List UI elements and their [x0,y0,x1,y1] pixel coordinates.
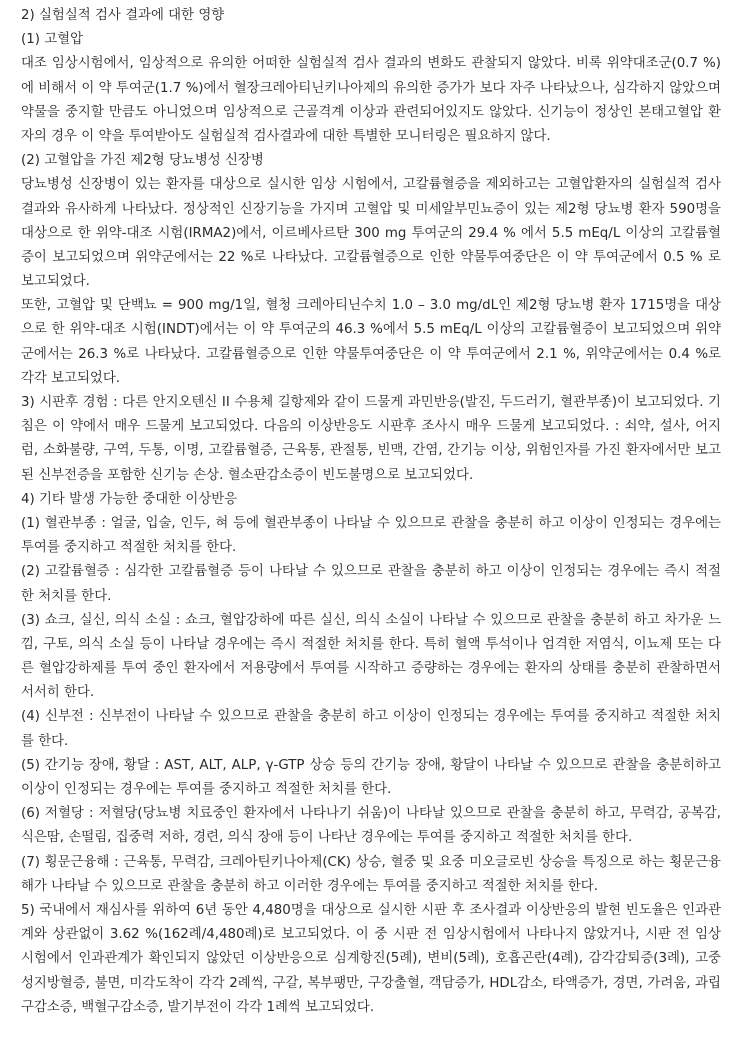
text-line: 해가 나타날 수 있으므로 관찰을 충분히 하고 이러한 경우에는 투여를 중지하고 적절한 처치를 한다. [21,878,599,894]
text-line: 침은 이 약에서 매우 드물게 보고되었다. 다음의 이상반응도 시판후 조사시 매우 드물게 보고되었다. : 쇠약, 설사, 어지 [21,419,721,435]
text-line: 시험에서 인과관계가 확인되지 않았던 이상반응으로 심계항진(5례), 변비(5례), 호흡곤란(4례), 감각감퇴증(3례), 고중 [21,951,721,967]
text-line: (1) 고혈압 [21,32,84,48]
text-line: (2) 고칼륨혈증 : 심각한 고칼륨혈증 등이 나타날 수 있으므로 관찰을 충분히 하고 이상이 인정되는 경우에는 즉시 적절 [21,564,721,580]
text-line: 보고되었다. [21,274,90,290]
text-line: (2) 고혈압을 가진 제2형 당뇨병성 신장병 [21,153,264,169]
text-line: 이상이 인정되는 경우에는 투여를 중지하고 적절한 처치를 한다. [21,782,392,797]
text-line: 증이 보고되었으며 위약군에서는 22 %로 나타났다. 고칼륨혈증으로 인한 약물투여중단은 이 약 투여군에서 0.5 % 로 [21,249,721,265]
text-line: 군에서는 26.3 %로 나타났다. 고칼륨혈증으로 인한 약물투여중단은 이 약 투여군에서 2.1 %, 위약군에서는 0.4 %로 [21,346,721,362]
text-line: (1) 혈관부종 : 얼굴, 입술, 인두, 혀 등에 혈관부종이 나타날 수 있으므로 관찰을 충분히 하고 이상이 인정되는 경우에는 [21,515,721,531]
text-line: 낌, 구토, 의식 소실 등이 나타날 경우에는 즉시 적절한 처치를 한다. 특히 혈액 투석이나 엄격한 저염식, 이뇨제 또는 다 [21,636,721,652]
text-line: 대상으로 한 위약-대조 시험(IRMA2)에서, 이르베사르탄 300 mg 투여군의 29.4 % 에서 5.5 mEq/L 이상의 고칼륨혈 [21,225,721,241]
text-line: 4) 기타 발생 가능한 중대한 이상반응 [21,491,238,507]
text-line: 서서히 한다. [21,685,95,701]
text-line: (5) 간기능 장애, 황달 : AST, ALT, ALP, γ-GTP 상승 등의 간기능 장애, 황달이 나타날 수 있으므로 관찰을 충분히하고 [21,757,721,773]
text-line: 자의 경우 이 약을 투여받아도 실험실적 검사결과에 대한 특별한 모니터링은 필요하지 않다. [21,128,551,144]
text-line: 에 비해서 이 약 투여군(1.7 %)에서 혈장크레아티닌키나아제의 유의한 증가가 보다 자주 나타났으나, 심각하지 않았으며 [21,80,721,96]
text-line: 3) 시판후 경험 : 다른 안지오텐신 II 수용체 길항제와 같이 드물게 과민반응(발진, 두드러기, 혈관부종)이 보고되었다. 기 [21,395,721,410]
text-line: (4) 신부전 : 신부전이 나타날 수 있으므로 관찰을 충분히 하고 이상이 인정되는 경우에는 투여를 중지하고 적절한 처치 [21,709,721,725]
text-line: (3) 쇼크, 실신, 의식 소실 : 쇼크, 혈압강하에 따른 실신, 의식 소실이 나타날 수 있으므로 관찰을 충분히 하고 차가운 느 [21,612,721,628]
text-line: 으로 한 위약-대조 시험(INDT)에서는 이 약 투여군의 46.3 %에서 5.5 mEq/L 이상의 고칼륨혈증이 보고되었으며 위약 [21,322,721,338]
text-line: 된 신부전증을 포함한 신기능 손상. 혈소판감소증이 빈도불명으로 보고되었다. [21,467,474,483]
text-line: 식은땀, 손떨림, 집중력 저하, 경련, 의식 장애 등이 나타난 경우에는 투여를 중지하고 적절한 처치를 한다. [21,830,633,846]
text-line: 럼, 소화불량, 구역, 두통, 이명, 고칼륨혈증, 근육통, 관절통, 빈맥, 간염, 간기능 이상, 위험인자를 가진 환자에서만 보고 [21,443,721,459]
text-line: 5) 국내에서 재심사를 위하여 6년 동안 4,480명을 대상으로 실시한 시판 후 조사결과 이상반응의 발현 빈도율은 인과관 [21,902,721,918]
document-body [21,4,721,1020]
text-line: 당뇨병성 신장병이 있는 환자를 대상으로 실시한 임상 시험에서, 고칼륨혈증을 제외하고는 고혈압환자의 실험실적 검사 [21,177,721,193]
text-line: 를 한다. [21,733,69,749]
text-line: 구감소증, 백혈구감소증, 발기부전이 각각 1례씩 보고되었다. [21,999,375,1015]
text-line: (6) 저혈당 : 저혈당(당뇨병 치료중인 환자에서 나타나기 쉬움)이 나타날 있으므로 관찰을 충분히 하고, 무력감, 공복감, [21,806,721,822]
text-line: 또한, 고혈압 및 단백뇨 = 900 mg/1일, 혈청 크레아티닌수치 1.0 – 3.0 mg/dL인 제2형 당뇨병 환자 1715명을 대상 [21,298,721,314]
text-line: 계와 상관없이 3.62 %(162례/4,480례)로 보고되었다. 이 중 시판 전 임상시험에서 나타나지 않았거나, 시판 전 임상 [21,927,721,943]
text-line: 투여를 중지하고 적절한 처치를 한다. [21,540,237,556]
text-line: 결과와 유사하게 나타났다. 정상적인 신장기능을 가지며 고혈압 및 미세알부민뇨증이 있는 제2형 당뇨병 환자 590명을 [21,201,721,217]
text-line: 한 처치를 한다. [21,588,112,604]
text-line: 대조 임상시험에서, 임상적으로 유의한 어떠한 실험실적 검사 결과의 변화도 관찰되지 않았다. 비록 위약대조군(0.7 %) [21,56,721,72]
text-line: 각각 보고되었다. [21,370,121,386]
text-line: 른 혈압강하제를 투여 중인 환자에서 저용량에서 투여를 시작하고 증량하는 경우에는 환자의 상태를 충분히 관찰하면서 [21,661,721,677]
text-line: (7) 횡문근융해 : 근육통, 무력감, 크레아틴키나아제(CK) 상승, 혈중 및 요중 미오글로빈 상승을 특징으로 하는 횡문근융 [21,854,721,870]
text-line: 약물을 중지할 만큼도 아니었으며 임상적으로 근골격계 이상과 관련되어있지도 않았다. 신기능이 정상인 본태고혈압 환 [21,104,721,120]
text-line: 성지방혈증, 불면, 미각도착이 각각 2례씩, 구갈, 복부팽만, 구강출혈, 객담증가, HDL감소, 타액증가, 경면, 가려움, 과립 [21,975,721,991]
text-line: 2) 실험실적 검사 결과에 대한 영향 [21,8,225,23]
